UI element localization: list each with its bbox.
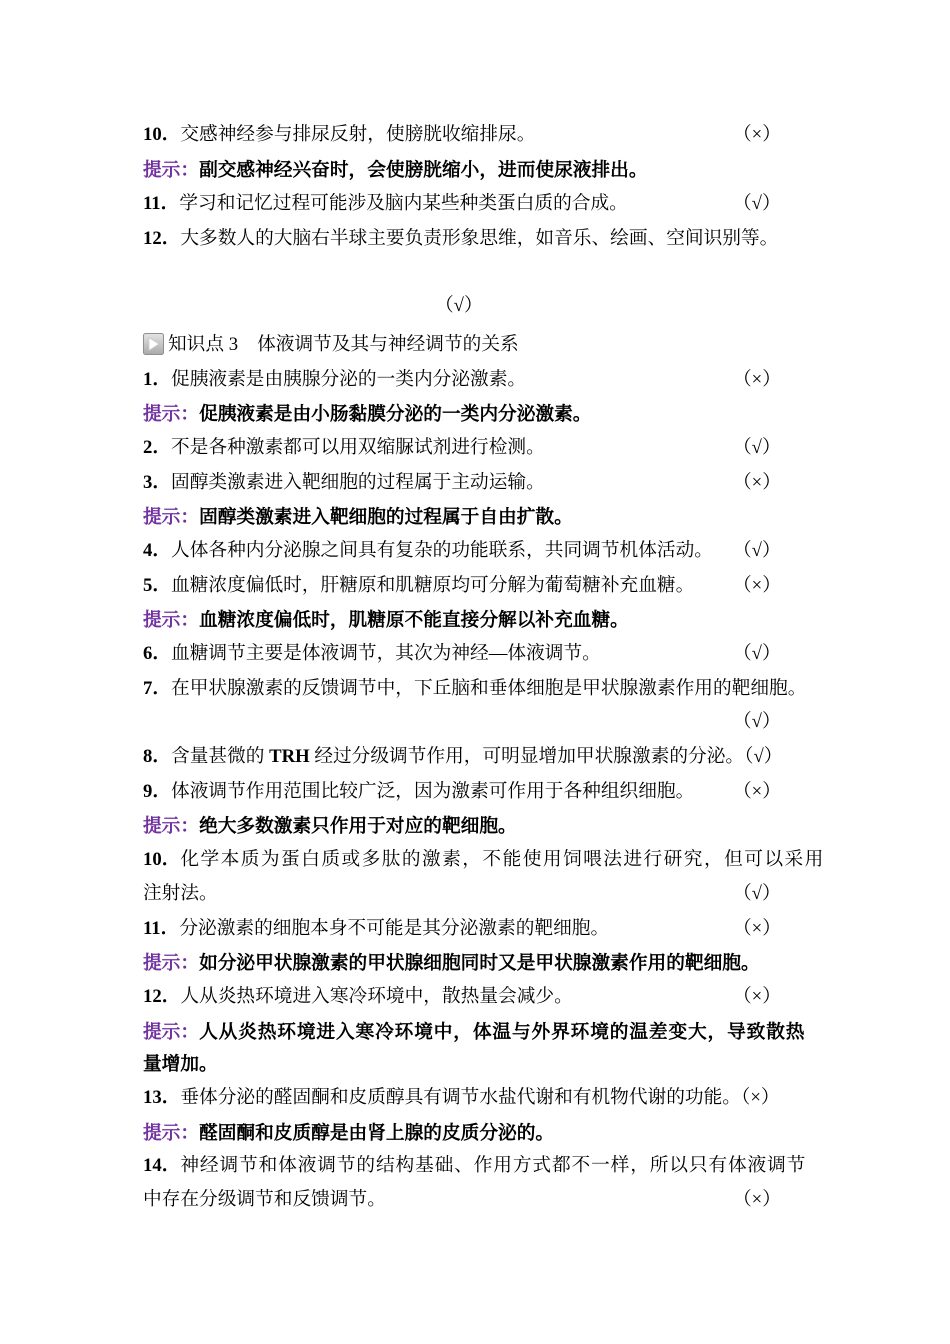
q3-hint-text: 固醇类激素进入靶细胞的过程属于自由扩散。 xyxy=(199,506,573,528)
q6-text: 血糖调节主要是体液调节，其次为神经—体液调节。 xyxy=(171,643,601,664)
q5-line xyxy=(143,569,833,603)
q11-hint-text: 如分泌甲状腺激素的甲状腺细胞同时又是甲状腺激素作用的靶细胞。 xyxy=(199,952,760,974)
q8-term-trh: TRH xyxy=(269,746,310,767)
q5-number: 5． xyxy=(143,575,172,596)
q8-text-pre: 含量甚微的 xyxy=(171,746,270,767)
prev-q10-text: 交感神经参与排尿反射，使膀胱收缩排尿。 xyxy=(180,124,536,145)
q7-mark-line xyxy=(143,705,833,739)
q13-hint-line xyxy=(143,1116,833,1150)
q14-text-line2: 中存在分级调节和反馈调节。 xyxy=(143,1189,386,1210)
q1-text: 促胰液素是由胰腺分泌的一类内分泌激素。 xyxy=(171,369,527,390)
q14-line2 xyxy=(143,1183,833,1217)
q14-line xyxy=(143,1149,833,1183)
q8-number: 8． xyxy=(143,746,172,767)
prev-q11-number: 11． xyxy=(143,193,180,214)
section-label: 知识点 3 xyxy=(168,334,239,355)
prev-q10-hint-line xyxy=(143,153,833,187)
q9-mark: （×） xyxy=(733,781,781,802)
prev-q11-line xyxy=(143,187,833,221)
q9-hint-text: 绝大多数激素只作用于对应的靶细胞。 xyxy=(199,815,517,837)
q8-line xyxy=(143,740,833,774)
q11-mark: （×） xyxy=(733,918,781,939)
q3-hint-label: 提示： xyxy=(143,507,200,528)
q5-hint-line xyxy=(143,603,833,637)
q8-mark: （√） xyxy=(744,746,783,767)
q11-text: 分泌激素的细胞本身不可能是其分泌激素的靶细胞。 xyxy=(179,918,610,939)
q13-hint-label: 提示： xyxy=(143,1123,200,1144)
q7-text: 在甲状腺激素的反馈调节中，下丘脑和垂体细胞是甲状腺激素作用的靶细胞。 xyxy=(171,678,807,699)
q5-hint-text: 血糖浓度偏低时，肌糖原不能直接分解以补充血糖。 xyxy=(199,609,629,631)
q10-text-line1: 化学本质为蛋白质或多肽的激素，不能使用饲喂法进行研究，但可以采用 xyxy=(180,849,825,870)
q14-text-line1: 神经调节和体液调节的结构基础、作用方式都不一样，所以只有体液调节 xyxy=(180,1155,807,1176)
prev-q12-mark: （√） xyxy=(435,295,483,316)
q2-mark: （√） xyxy=(733,437,781,458)
q6-line xyxy=(143,637,833,671)
q10-line xyxy=(143,843,833,877)
q1-hint-text: 促胰液素是由小肠黏膜分泌的一类内分泌激素。 xyxy=(199,403,592,425)
q9-hint-line xyxy=(143,809,833,843)
q2-number: 2． xyxy=(143,437,172,458)
q4-mark: （√） xyxy=(733,540,781,561)
q12-hint-text-line2: 量增加。 xyxy=(143,1053,218,1075)
q6-mark: （√） xyxy=(733,643,781,664)
q11-line xyxy=(143,912,833,946)
q2-line xyxy=(143,431,833,465)
q3-text: 固醇类激素进入靶细胞的过程属于主动运输。 xyxy=(171,472,545,493)
section-heading xyxy=(143,328,833,362)
prev-q10-number: 10． xyxy=(143,124,181,145)
q9-number: 9． xyxy=(143,781,172,802)
q4-text: 人体各种内分泌腺之间具有复杂的功能联系，共同调节机体活动。 xyxy=(171,540,713,561)
q1-hint-label: 提示： xyxy=(143,404,200,425)
q13-hint-text: 醛固酮和皮质醇是由肾上腺的皮质分泌的。 xyxy=(199,1122,555,1144)
q10-number: 10． xyxy=(143,849,181,870)
q13-text: 垂体分泌的醛固酮和皮质醇具有调节水盐代谢和有机物代谢的功能。 xyxy=(180,1087,741,1108)
q8-text-post: 经过分级调节作用，可明显增加甲状腺激素的分泌。 xyxy=(309,746,745,767)
q12-hint-line2 xyxy=(143,1047,833,1081)
prev-q10-mark: （×） xyxy=(733,124,781,145)
q10-text-line2: 注射法。 xyxy=(143,883,218,904)
q9-line xyxy=(143,775,833,809)
q3-hint-line xyxy=(143,500,833,534)
prev-q12-mark-line xyxy=(435,289,515,323)
prev-q12-line xyxy=(143,222,833,256)
q13-line xyxy=(143,1081,833,1115)
play-icon xyxy=(143,333,164,355)
q5-mark: （×） xyxy=(733,575,781,596)
q12-text: 人从炎热环境进入寒冷环境中，散热量会减少。 xyxy=(180,986,573,1007)
prev-q10-line xyxy=(143,118,833,152)
q7-mark: （√） xyxy=(733,711,781,732)
q10-line2 xyxy=(143,877,833,911)
q11-number: 11． xyxy=(143,918,180,939)
q5-hint-label: 提示： xyxy=(143,610,200,631)
prev-q11-text: 学习和记忆过程可能涉及脑内某些种类蛋白质的合成。 xyxy=(179,193,628,214)
q4-line xyxy=(143,534,833,568)
q11-hint-line xyxy=(143,946,833,980)
q1-number: 1． xyxy=(143,369,172,390)
prev-q10-hint-text: 副交感神经兴奋时，会使膀胱缩小，进而使尿液排出。 xyxy=(199,159,648,181)
q1-line xyxy=(143,363,833,397)
q3-line xyxy=(143,466,833,500)
q9-text: 体液调节作用范围比较广泛，因为激素可作用于各种组织细胞。 xyxy=(171,781,695,802)
q12-hint-line xyxy=(143,1015,833,1049)
q12-number: 12． xyxy=(143,986,181,1007)
q6-number: 6． xyxy=(143,643,172,664)
q5-text: 血糖浓度偏低时，肝糖原和肌糖原均可分解为葡萄糖补充血糖。 xyxy=(171,575,695,596)
q14-number: 14． xyxy=(143,1155,181,1176)
q13-number: 13． xyxy=(143,1087,181,1108)
q4-number: 4． xyxy=(143,540,172,561)
q10-mark: （√） xyxy=(733,883,781,904)
prev-q12-number: 12． xyxy=(143,228,181,249)
section-title: 体液调节及其与神经调节的关系 xyxy=(257,334,519,355)
q12-line xyxy=(143,980,833,1014)
q3-number: 3． xyxy=(143,472,172,493)
q11-hint-label: 提示： xyxy=(143,953,200,974)
q13-mark: （×） xyxy=(741,1087,780,1108)
q12-hint-text-line1: 人从炎热环境进入寒冷环境中，体温与外界环境的温差变大，导致散热 xyxy=(199,1021,806,1043)
q12-hint-label: 提示： xyxy=(143,1022,200,1043)
prev-q12-text: 大多数人的大脑右半球主要负责形象思维，如音乐、绘画、空间识别等。 xyxy=(180,228,779,249)
q1-hint-line xyxy=(143,397,833,431)
q3-mark: （×） xyxy=(733,472,781,493)
q9-hint-label: 提示： xyxy=(143,816,200,837)
prev-q11-mark: （√） xyxy=(733,193,781,214)
q7-number: 7． xyxy=(143,678,172,699)
q7-line xyxy=(143,672,833,706)
q1-mark: （×） xyxy=(733,369,781,390)
q2-text: 不是各种激素都可以用双缩脲试剂进行检测。 xyxy=(171,437,545,458)
prev-q10-hint-label: 提示： xyxy=(143,160,200,181)
q12-mark: （×） xyxy=(733,986,781,1007)
q14-mark: （×） xyxy=(733,1189,781,1210)
